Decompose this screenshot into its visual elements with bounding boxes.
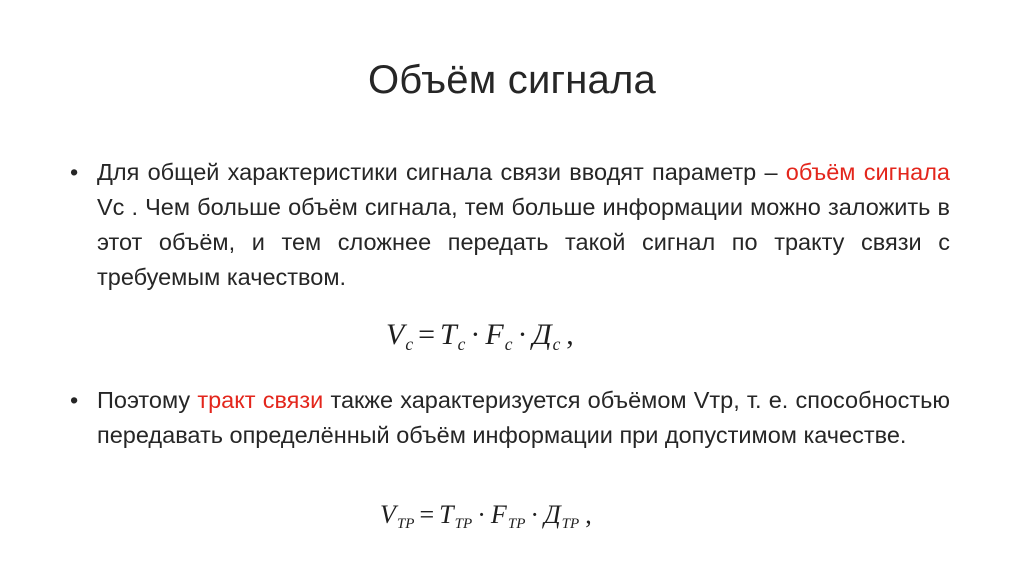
bullet-text-part: Поэтому [97,387,198,413]
formula-symbol: Д [532,318,552,351]
bullet-text-part: также характеризуется объёмом Vтр, т. е. способностью передавать определённый объём информации при допустимом качестве. [97,387,950,448]
formula-symbol: T [439,318,457,351]
formula-symbol: V [386,318,405,351]
bullet-text-part: Для общей характеристики сигнала связи вводят параметр – [97,159,786,185]
formula-dot: · [470,318,481,351]
formula-signal-volume [386,318,574,355]
formula-symbol: V [380,500,396,529]
formula-comma: , [585,500,592,529]
bullet-item-channel-volume [70,383,950,453]
bullet-item-signal-volume [70,155,950,295]
formula-subscript: ТР [561,516,580,533]
formula-subscript: ТР [507,516,526,533]
formula-symbol: T [439,500,454,529]
formula-channel-volume [380,500,592,533]
slide-title: Объём сигнала [367,58,656,102]
bullet-mark: • [70,387,79,413]
formula-subscript: c [552,334,561,355]
bullet-text [97,383,950,453]
formula-dot: · [517,318,528,351]
formula-subscript: c [504,334,513,355]
formula-subscript: c [405,334,414,355]
bullet-mark: • [70,159,79,185]
highlighted-term: объём сигнала [785,159,950,185]
formula-symbol: F [490,500,507,529]
highlighted-term: тракт связи [197,387,324,413]
formula-subscript: c [457,334,466,355]
formula-dot: · [477,500,486,529]
formula-symbol: Д [544,500,561,529]
formula-equals: = [418,318,435,351]
formula-subscript: ТР [454,516,473,533]
formula-comma: , [566,318,574,351]
formula-equals: = [419,500,435,529]
formula-dot: · [530,500,540,529]
bullet-text [97,155,950,295]
formula-symbol: F [485,318,504,351]
formula-subscript: ТР [396,516,415,533]
bullet-text-part: Vc . Чем больше объём сигнала, тем больше информации можно заложить в этот объём, и тем сложнее передать такой сигнал по тракту связи с требуемым качеством. [97,194,950,290]
